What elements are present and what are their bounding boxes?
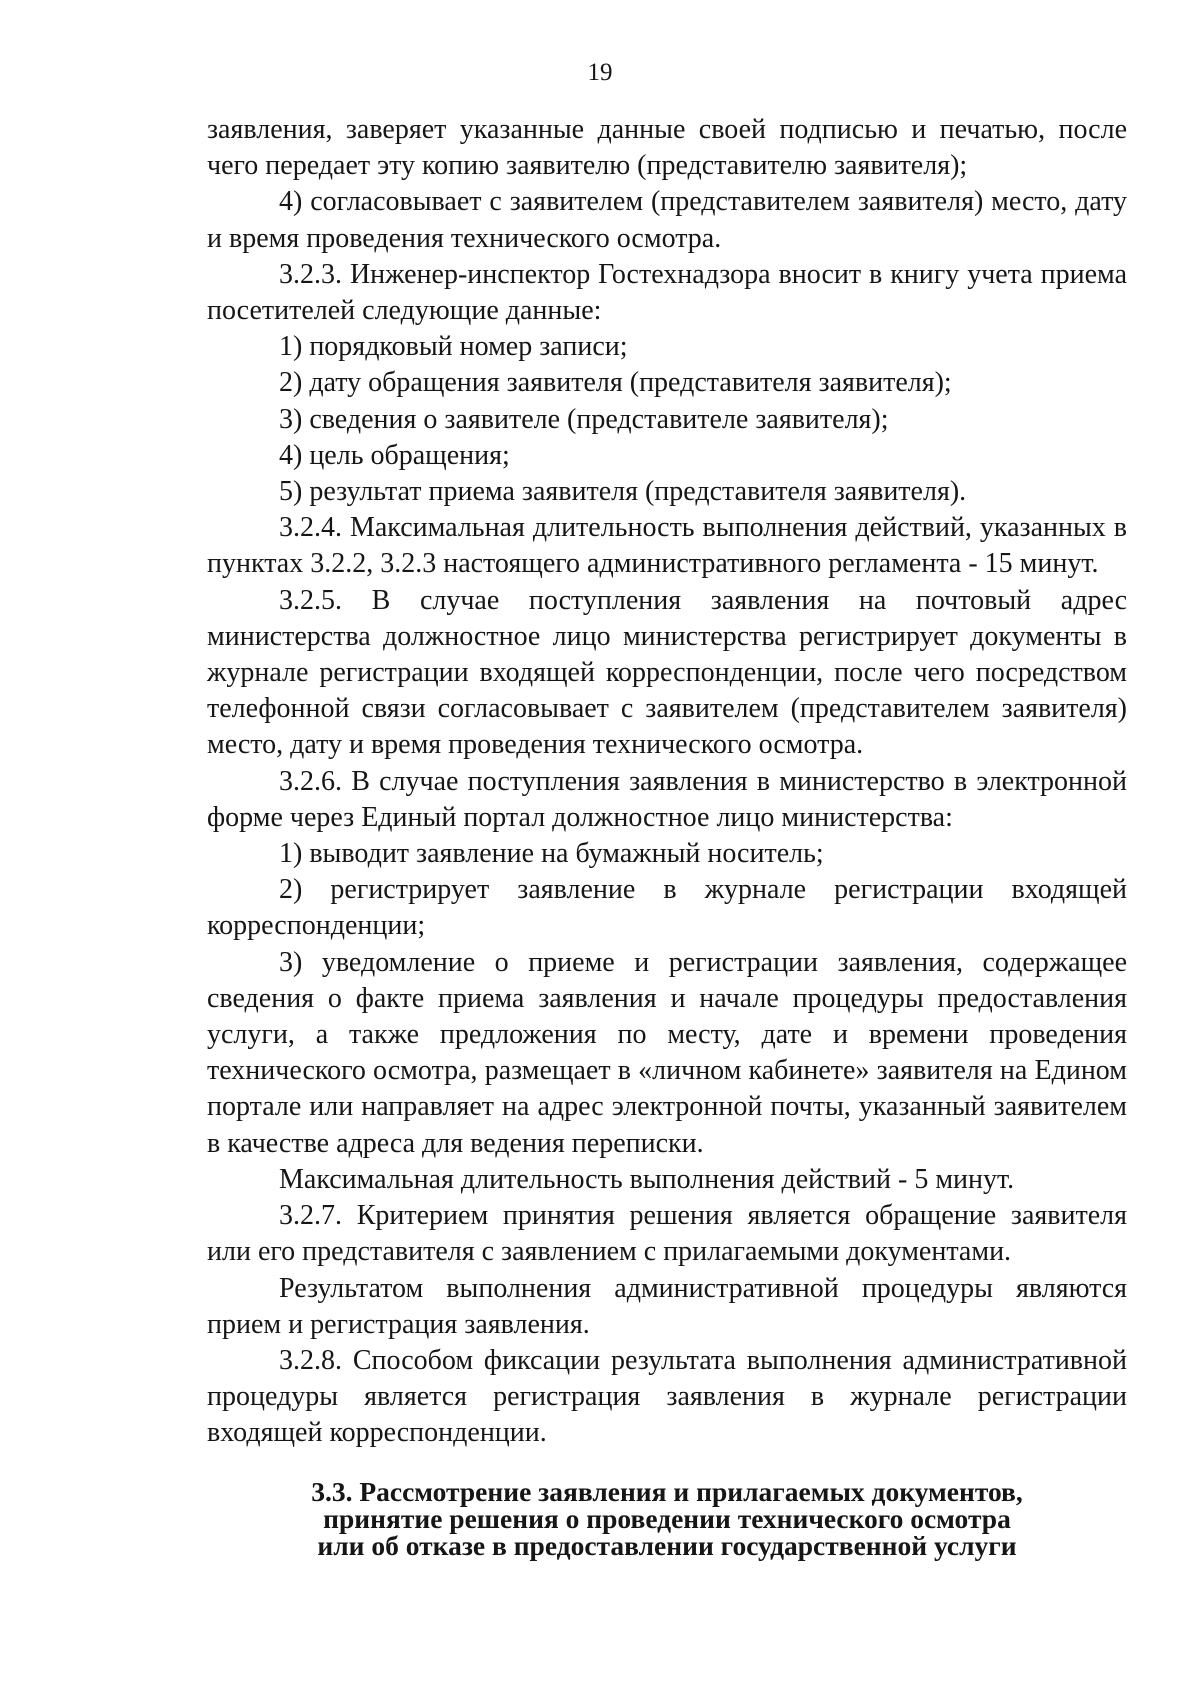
paragraph: 2) дату обращения заявителя (представителя заявителя);	[279, 367, 952, 399]
paragraph: 3.2.3. Инженер-инспектор Гостехнадзора вносит в книгу учета приема посетителей следующие данные:	[207, 258, 1127, 327]
paragraph: 4) согласовывает с заявителем (представителем заявителя) место, дату и время проведения технического осмотра.	[207, 186, 1127, 254]
paragraph: 2) регистрирует заявление в журнале регистрации входящей корреспонденции;	[207, 874, 1127, 942]
paragraph: 3.2.5. В случае поступления заявления на почтовый адрес министерства должностное лицо министерства регистрирует документы в журнале регистрации входящей корреспонденции, после чего посредством телефонной связи согласовывает с заявителем (представителем заявителя) место, дату и время проведения технического осмотра.	[207, 584, 1127, 761]
section-heading-line: принятие решения о проведении технического осмотра	[323, 1503, 1011, 1534]
page-number: 19	[587, 59, 613, 86]
paragraph: Результатом выполнения административной процедуры являются прием и регистрация заявления.	[207, 1272, 1127, 1340]
paragraph: заявления, заверяет указанные данные своей подписью и печатью, после чего передает эту копию заявителю (представителю заявителя);	[207, 114, 1127, 182]
paragraph: 4) цель обращения;	[279, 439, 510, 471]
paragraph: 3) сведения о заявителе (представителе заявителя);	[279, 403, 889, 435]
paragraph: 1) выводит заявление на бумажный носитель;	[279, 838, 824, 870]
section-heading-line: или об отказе в предоставлении государственной услуги	[317, 1530, 1017, 1561]
paragraph: 3.2.6. В случае поступления заявления в министерство в электронной форме через Единый портал должностное лицо министерства:	[207, 765, 1127, 833]
paragraph: 1) порядковый номер записи;	[279, 331, 628, 363]
document-body	[207, 112, 1127, 1452]
paragraph: 5) результат приема заявителя (представителя заявителя).	[279, 476, 967, 508]
paragraph: 3.2.7. Критерием принятия решения является обращение заявителя или его представителя с заявлением с прилагаемыми документами.	[207, 1200, 1127, 1268]
section-heading	[207, 1478, 1127, 1559]
paragraph: 3.2.8. Способом фиксации результата выполнения административной процедуры является регистрация заявления в журнале регистрации входящей корреспонденции.	[207, 1344, 1127, 1449]
section-heading-line: 3.3. Рассмотрение заявления и прилагаемых документов,	[311, 1476, 1023, 1507]
paragraph: 3) уведомление о приеме и регистрации заявления, содержащее сведения о факте приема заявления и начале процедуры предоставления услуги, а также предложения по месту, дате и времени проведения технического осмотра, размещает в «личном кабинете» заявителя на Едином портале или направляет на адрес электронной почты, указанный заявителем в качестве адреса для ведения переписки.	[207, 946, 1127, 1159]
paragraph: Максимальная длительность выполнения действий - 5 минут.	[279, 1163, 1015, 1195]
paragraph: 3.2.4. Максимальная длительность выполнения действий, указанных в пунктах 3.2.2, 3.2.3 настоящего административного регламента - 15 минут.	[207, 512, 1127, 580]
